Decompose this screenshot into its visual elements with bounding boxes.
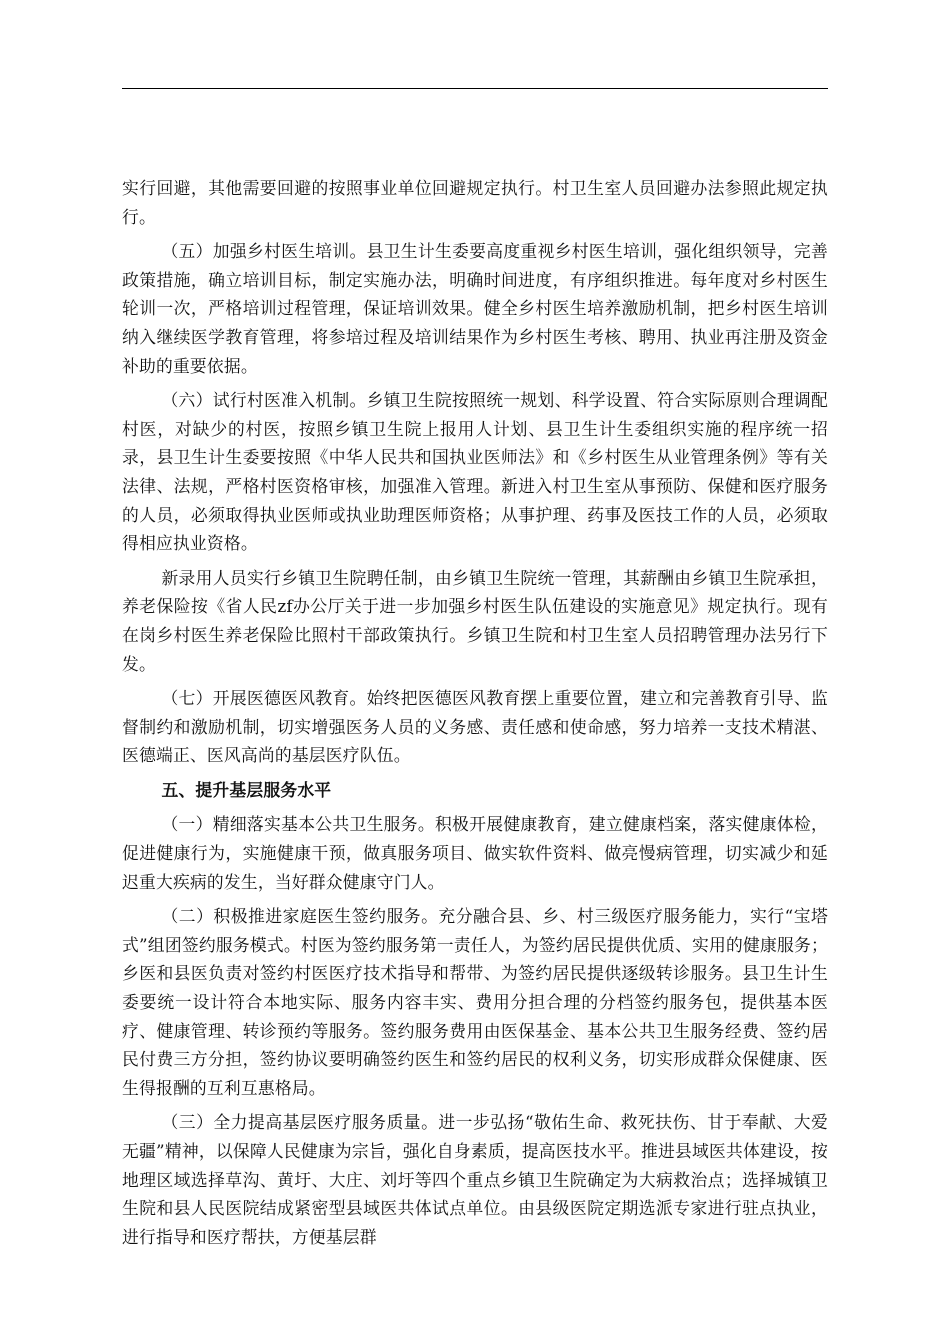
paragraph-section-item-1: （一）精细落实基本公共卫生服务。积极开展健康教育，建立健康档案，落实健康体检，促进健康行为，实施健康干预，做真服务项目、做实软件资料、做亮慢病管理，切实减少和延迟重大疾病的发生，当好群众健康守门人。 — [122, 814, 828, 892]
paragraph-item-6: （六）试行村医准入机制。乡镇卫生院按照统一规划、科学设置、符合实际原则合理调配村医，对缺少的村医，按照乡镇卫生院上报用人计划、县卫生计生委组织实施的程序统一招录，县卫生计生委要按照《中华人民共和国执业医师法》和《乡村医生从业管理条例》等有关法律、法规，严格村医资格审核，加强准入管理。新进入村卫生室从事预防、保健和医疗服务的人员，必须取得执业医师或执业助理医师资格；从事护理、药事及医技工作的人员，必须取得相应执业资格。 — [122, 390, 828, 554]
paragraph-continuation: 实行回避，其他需要回避的按照事业单位回避规定执行。村卫生室人员回避办法参照此规定执行。 — [122, 178, 828, 227]
paragraph-new-hires: 新录用人员实行乡镇卫生院聘任制，由乡镇卫生院统一管理，其薪酬由乡镇卫生院承担，养老保险按《省人民zf办公厅关于进一步加强乡村医生队伍建设的实施意见》规定执行。现有在岗乡村医生养老保险比照村干部政策执行。乡镇卫生院和村卫生室人员招聘管理办法另行下发。 — [122, 567, 828, 674]
paragraph-section-item-3: （三）全力提高基层医疗服务质量。进一步弘扬“敬佑生命、救死扶伤、甘于奉献、大爱无疆”精神，以保障人民健康为宗旨，强化自身素质，提高医技水平。推进县域医共体建设，按地理区域选择草沟、黄圩、大庄、刘圩等四个重点乡镇卫生院确定为大病救治点；选择城镇卫生院和县人民医院结成紧密型县域医共体试点单位。由县级医院定期选派专家进行驻点执业，进行指导和医疗帮扶，方便基层群 — [122, 1112, 828, 1247]
paragraph-item-7: （七）开展医德医风教育。始终把医德医风教育摆上重要位置，建立和完善教育引导、监督制约和激励机制，切实增强医务人员的义务感、责任感和使命感，努力培养一支技术精湛、医德端正、医风高尚的基层医疗队伍。 — [122, 688, 828, 766]
section-heading: 五、提升基层服务水平 — [161, 779, 332, 800]
document-body — [122, 174, 828, 1257]
paragraph-item-5: （五）加强乡村医生培训。县卫生计生委要高度重视乡村医生培训，强化组织领导，完善政策措施，确立培训目标，制定实施办法，明确时间进度，有序组织推进。每年度对乡村医生轮训一次，严格培训过程管理，保证培训效果。健全乡村医生培养激励机制，把乡村医生培训纳入继续医学教育管理，将参培过程及培训结果作为乡村医生考核、聘用、执业再注册及资金补助的重要依据。 — [122, 241, 828, 376]
paragraph-section-item-2: （二）积极推进家庭医生签约服务。充分融合县、乡、村三级医疗服务能力，实行“宝塔式”组团签约服务模式。村医为签约服务第一责任人，为签约居民提供优质、实用的健康服务；乡医和县医负责对签约村医医疗技术指导和帮带、为签约居民提供逐级转诊服务。县卫生计生委要统一设计符合本地实际、服务内容丰实、费用分担合理的分档签约服务包，提供基本医疗、健康管理、转诊预约等服务。签约服务费用由医保基金、基本公共卫生服务经费、签约居民付费三方分担，签约协议要明确签约医生和签约居民的权利义务，切实形成群众保健康、医生得报酬的互利互惠格局。 — [122, 906, 828, 1098]
header-rule — [122, 88, 828, 89]
